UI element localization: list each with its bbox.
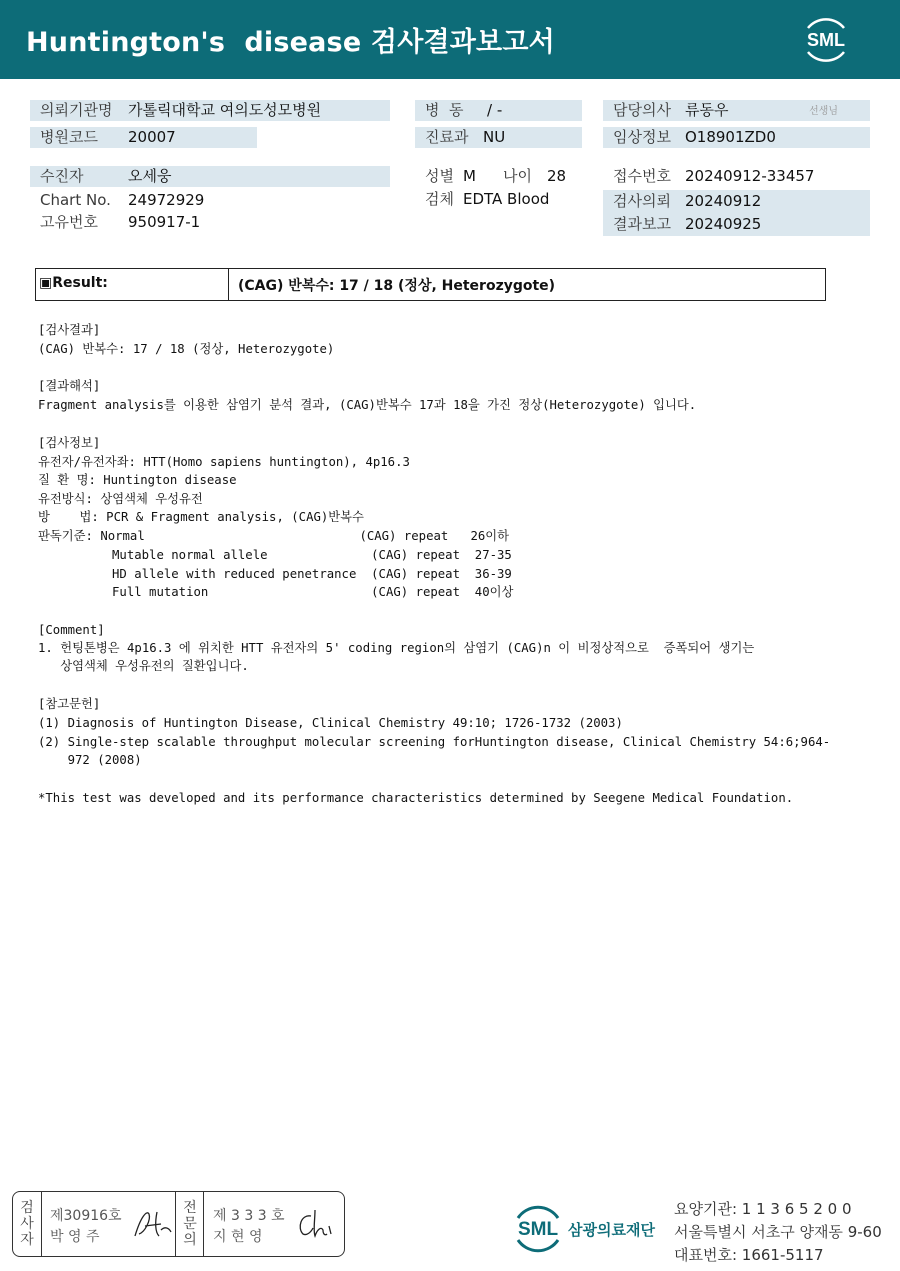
report-header (0, 0, 900, 79)
institution-value: 가톨릭대학교 여의도성모병원 (128, 101, 322, 119)
report-line: 질 환 명: Huntington disease (38, 473, 237, 487)
tester-name: 박 영 주 (50, 1229, 100, 1245)
report-date-value: 20240925 (685, 215, 762, 233)
test-request-value: 20240912 (685, 192, 762, 210)
ward-label: 병 동 (425, 101, 464, 119)
footer-sml-logo (508, 1198, 568, 1258)
unique-no-value: 950917-1 (128, 213, 201, 231)
svg-text:SML: SML (517, 1219, 559, 1240)
report-line: 유전방식: 상염색체 우성유전 (38, 492, 203, 506)
report-line: [결과해석] (38, 379, 101, 393)
sex-value: M (463, 167, 476, 185)
report-line: Full mutation (CAG) repeat 40이상 (38, 585, 514, 599)
report-line: (1) Diagnosis of Huntington Disease, Clinical Chemistry 49:10; 1726-1732 (2003) (38, 716, 623, 730)
footer-address: 서울특별시 서초구 양재동 9-60 (674, 1223, 882, 1241)
report-line: (2) Single-step scalable throughput molecular screening forHuntington disease, Clinical Chemistry 54:6;964- (38, 735, 831, 749)
report-line: *This test was developed and its performance characteristics determined by Seegene Medical Foundation. (38, 791, 794, 805)
age-value: 28 (547, 167, 567, 185)
report-line: 판독기준: Normal (CAG) repeat 26이하 (38, 529, 510, 543)
report-line: (CAG) 반복수: 17 / 18 (정상, Heterozygote) (38, 342, 335, 356)
specialist-name: 지 현 영 (213, 1229, 263, 1245)
divider (41, 1192, 42, 1256)
divider (203, 1192, 204, 1256)
footer-org-name: 삼광의료재단 (568, 1221, 655, 1239)
report-line: 1. 헌팅톤병은 4p16.3 에 위치한 HTT 유전자의 5' coding region의 삼염기 (CAG)n 이 비정상적으로 증폭되어 생기는 (38, 641, 755, 655)
ward-field (415, 100, 582, 121)
report-title: Huntington's disease 검사결과보고서 (26, 27, 555, 58)
report-line: [검사정보] (38, 436, 101, 450)
sex-age-field (415, 166, 595, 187)
doctor-suffix: 선생님 (809, 106, 838, 117)
report-line: 방 법: PCR & Fragment analysis, (CAG)반복수 (38, 510, 364, 524)
tester-signature (131, 1206, 177, 1242)
specialist-signature (293, 1206, 337, 1242)
result-value: (CAG) 반복수: 17 / 18 (정상, Heterozygote) (238, 278, 556, 294)
report-line: 972 (2008) (38, 753, 142, 767)
department-label: 진료과 (425, 128, 469, 146)
result-divider (228, 269, 229, 300)
patient-value: 오세웅 (128, 167, 172, 185)
signature-box (12, 1191, 345, 1257)
report-line: 상염색체 우성유전의 질환입니다. (38, 659, 249, 673)
specimen-label: 검체 (425, 190, 454, 208)
clinical-info-label: 임상정보 (613, 128, 671, 146)
tester-label-text: 검사자 (20, 1200, 34, 1248)
result-summary-box (35, 268, 826, 301)
receipt-no-label: 접수번호 (613, 167, 671, 185)
specialist-license: 제 3 3 3 호 (213, 1208, 285, 1224)
doctor-value: 류동우 (685, 101, 729, 119)
sml-logo (798, 12, 854, 68)
doctor-field (603, 100, 870, 121)
hospital-code-label: 병원코드 (40, 128, 98, 146)
hospital-code-value: 20007 (128, 128, 176, 146)
specialist-label-text: 전문의 (183, 1200, 197, 1248)
report-line: [Comment] (38, 623, 105, 637)
sex-label: 성별 (425, 167, 454, 185)
test-request-field (603, 190, 870, 236)
patient-label: 수진자 (40, 167, 84, 185)
chart-no-value: 24972929 (128, 191, 205, 209)
report-line: [검사결과] (38, 323, 101, 337)
specimen-value: EDTA Blood (463, 190, 550, 208)
result-label: ▣Result: (39, 275, 108, 291)
institution-field (30, 100, 390, 121)
patient-field (30, 166, 390, 187)
report-line: HD allele with reduced penetrance (CAG) repeat 36-39 (38, 567, 512, 581)
svg-text:SML: SML (807, 30, 845, 50)
report-date-label: 결과보고 (613, 215, 671, 233)
doctor-label: 담당의사 (613, 101, 671, 119)
receipt-no-field (603, 166, 870, 187)
institution-label: 의뢰기관명 (40, 101, 113, 119)
receipt-no-value: 20240912-33457 (685, 167, 815, 185)
chart-no-field (30, 190, 390, 211)
specialist-label (176, 1192, 204, 1256)
footer-phone: 대표번호: 1661-5117 (674, 1246, 824, 1264)
department-field (415, 127, 582, 148)
clinical-info-field (603, 127, 870, 148)
unique-no-label: 고유번호 (40, 213, 98, 231)
unique-no-field (30, 212, 390, 233)
age-label: 나이 (503, 167, 532, 185)
chart-no-label: Chart No. (40, 191, 111, 209)
test-request-label: 검사의뢰 (613, 192, 671, 210)
tester-license: 제30916호 (50, 1208, 122, 1224)
department-value: NU (483, 128, 506, 146)
report-line: 유전자/유전자좌: HTT(Homo sapiens huntington), 4p16.3 (38, 455, 410, 469)
report-line: Mutable normal allele (CAG) repeat 27-35 (38, 548, 512, 562)
hospital-code-field (30, 127, 257, 148)
report-line: Fragment analysis를 이용한 삼염기 분석 결과, (CAG)반복수 17과 18을 가진 정상(Heterozygote) 입니다. (38, 398, 697, 412)
clinical-info-value: O18901ZD0 (685, 128, 776, 146)
tester-label (13, 1192, 41, 1256)
ward-value: / - (487, 101, 503, 119)
report-line: [참고문헌] (38, 697, 101, 711)
footer-provider-code: 요양기관: 1 1 3 6 5 2 0 0 (674, 1200, 852, 1218)
specimen-field (415, 189, 595, 210)
